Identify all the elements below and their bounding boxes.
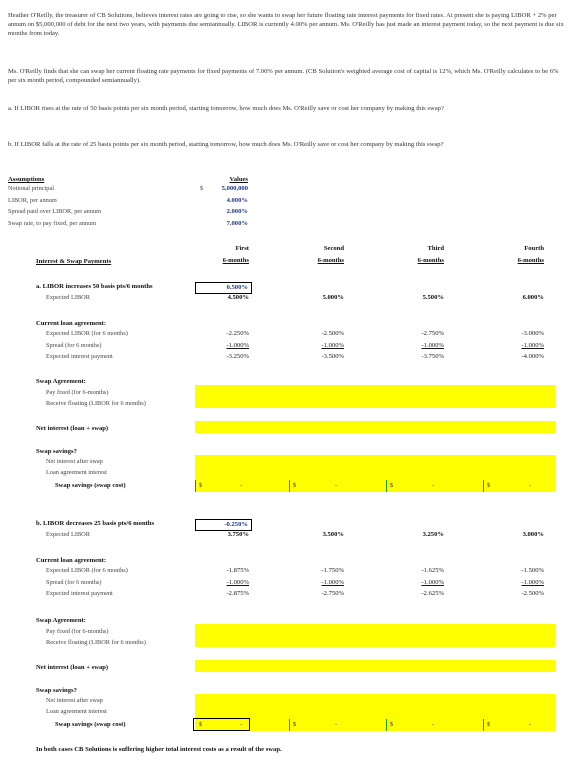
assumption-value[interactable]: 2.000% [226,208,248,215]
column-header-top: Fourth [524,245,544,252]
loan-value: -2.875% [226,590,249,597]
swap-heading: Swap Agreement: [36,617,86,624]
bp-value: 0.500% [226,284,248,291]
intro-paragraph-1: Heather O'Reilly, the treasurer of CB Solutions, believes interest rates are going to rise, so she wants to swap her future floating rate interest payments for fixed rates. At present she is paying LIBOR + 2% per annum on $5,000,000 of debt for the next two years, with payments due semiannually. LIBOR is currently 4.00% per annum. Ms. O'Reilly has just made an interest payment today, so the next payment is due six months from today. [8,12,564,37]
swap-heading: Swap Agreement: [36,378,86,385]
dash: - [432,482,435,489]
dollar-sign: $ [390,721,394,728]
question-a: a. If LIBOR rises at the rate of 50 basis points per six month period, starting tomorrow, how much does Ms. O'Reilly save or cost her company by making this swap? [8,105,444,112]
dash: - [529,482,532,489]
loan-heading: Current loan agreement: [36,320,107,327]
libor-value: 3.250% [422,531,444,538]
net-interest-input-area[interactable] [195,421,555,433]
loan-value: -1.000% [521,579,544,586]
savings-row-label: Loan agreement interest [46,469,107,476]
loan-heading: Current loan agreement: [36,557,107,564]
case-b-title: b. LIBOR decreases 25 basis pts/6 months [36,520,155,527]
column-header-top: First [235,245,249,252]
loan-value: -2.500% [321,330,344,337]
bp-input-cell[interactable] [195,282,252,294]
loan-value: -3.500% [321,353,344,360]
savings-row-label: Net interest after swap [46,458,103,465]
assumption-label: Swap rate, to pay fixed, per annum [8,220,97,227]
loan-value: -1.625% [421,567,444,574]
expected-libor-label: Expected LIBOR [46,531,90,538]
bp-value: -0.250% [224,521,248,528]
loan-value: -3.000% [521,330,544,337]
savings-heading: Swap savings? [36,687,77,694]
cell-marker [386,480,387,492]
cell-marker [386,719,387,731]
dash: - [240,482,243,489]
savings-row-label: Loan agreement interest [46,708,107,715]
cell-marker [195,480,196,492]
swap-row-label: Receive floating (LIBOR for 6 months) [46,400,146,407]
assumption-value[interactable]: 7.000% [226,220,248,227]
column-header-top: Third [427,245,444,252]
dollar-sign: $ [487,482,491,489]
dash: - [432,721,435,728]
assumption-value[interactable]: 5,000,000 [221,185,248,192]
column-header-bottom: 6-months [222,257,249,264]
dollar-sign: $ [199,482,203,489]
net-interest-input-area[interactable] [195,660,555,672]
loan-value: -1.000% [226,579,249,586]
loan-value: -1.000% [421,579,444,586]
dash: - [335,482,338,489]
loan-value: -1.750% [321,567,344,574]
bp-input-cell[interactable] [195,519,252,531]
assumptions-heading: Assumptions [8,176,45,183]
dash: - [240,721,243,728]
question-b: b. If LIBOR falls at the rate of 25 basis points per six month period, starting tomorrow, how much does Ms. O'Reilly save or cost her company by making this swap? [8,141,444,148]
dollar-sign: $ [293,721,297,728]
loan-value: -1.000% [521,342,544,349]
values-header: Values [229,176,248,183]
loan-row-label: Spread (for 6 months) [46,579,102,586]
libor-value: 3.750% [227,531,249,538]
loan-value: -1.000% [421,342,444,349]
savings-row-label: Net interest after swap [46,697,103,704]
libor-value: 5.000% [322,294,344,301]
swap-row-label: Pay fixed (for 6-months) [46,389,109,396]
cell-marker [483,480,484,492]
loan-value: -2.250% [226,330,249,337]
column-header-bottom: 6-months [317,257,344,264]
swap-row-label: Pay fixed (for 6-months) [46,628,109,635]
libor-value: 6.000% [522,294,544,301]
libor-value: 5.500% [422,294,444,301]
dollar-sign: $ [293,482,297,489]
column-header-bottom: 6-months [417,257,444,264]
loan-row-label: Expected interest payment [46,353,113,360]
dash: - [335,721,338,728]
net-interest-label: Net interest (loan + swap) [36,664,109,671]
savings-heading: Swap savings? [36,448,77,455]
savings-total-label: Swap savings (swap cost) [55,482,126,489]
cell-marker [289,480,290,492]
loan-value: -2.750% [321,590,344,597]
swap-row-label: Receive floating (LIBOR for 6 months) [46,639,146,646]
cell-marker [289,719,290,731]
net-interest-label: Net interest (loan + swap) [36,425,109,432]
loan-value: -1.500% [521,567,544,574]
swap-input-area[interactable] [195,385,555,408]
loan-value: -1.000% [226,342,249,349]
assumption-label: LIBOR, per annum [8,197,57,204]
savings-total-label: Swap savings (swap cost) [55,721,126,728]
loan-row-label: Expected LIBOR (for 6 months) [46,330,128,337]
dash: - [529,721,532,728]
case-a-title: a. LIBOR increases 50 basis pts/6 months [36,283,153,290]
dollar-sign: $ [487,721,491,728]
expected-libor-label: Expected LIBOR [46,294,90,301]
intro-paragraph-2: Ms. O'Reilly finds that she can swap her current floating rate payments for fixed payments of 7.00% per annum. (CB Solution's weighted average cost of capital is 12%, which Ms. O'Reilly calculates to be 6% per six month period, compounded semiannually). [8,68,559,84]
table-title: Interest & Swap Payments [36,258,112,265]
loan-row-label: Spread (for 6 months) [46,342,102,349]
dollar-sign: $ [200,185,204,192]
loan-value: -3.750% [421,353,444,360]
libor-value: 4.500% [227,294,249,301]
loan-value: -4.000% [521,353,544,360]
dollar-sign: $ [390,482,394,489]
conclusion-text: In both cases CB Solutions is suffering higher total interest costs as a result of the swap. [36,746,282,753]
assumption-value[interactable]: 4.000% [226,197,248,204]
loan-row-label: Expected LIBOR (for 6 months) [46,567,128,574]
column-header-top: Second [323,245,344,252]
loan-value: -2.750% [421,330,444,337]
assumption-label: Notional principal [8,185,54,192]
assumption-label: Spread paid over LIBOR, per annum [8,208,102,215]
savings-input-area[interactable] [195,455,555,492]
loan-value: -2.500% [521,590,544,597]
column-header-bottom: 6-months [517,257,544,264]
loan-value: -3.250% [226,353,249,360]
loan-row-label: Expected interest payment [46,590,113,597]
loan-value: -1.000% [321,342,344,349]
loan-value: -1.875% [226,567,249,574]
cell-marker [483,719,484,731]
dollar-sign: $ [199,721,203,728]
loan-value: -2.625% [421,590,444,597]
libor-value: 3.000% [522,531,544,538]
swap-input-area[interactable] [195,624,555,647]
libor-value: 3.500% [322,531,344,538]
loan-value: -1.000% [321,579,344,586]
